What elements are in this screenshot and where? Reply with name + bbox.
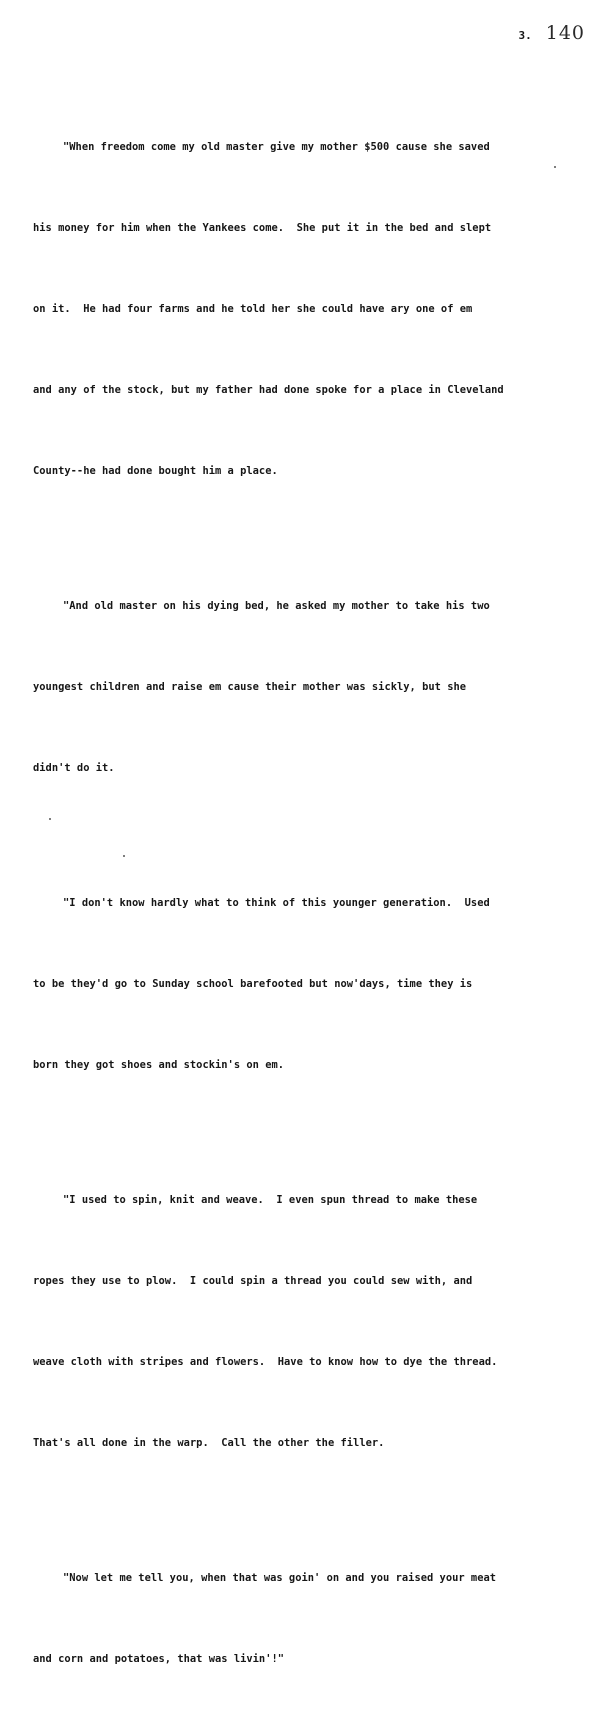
document-body [33,80,553,1727]
text-line: and corn and potatoes, that was livin'!" [33,1653,285,1665]
stamped-page-number: 140 [545,22,585,44]
paragraph [33,80,553,539]
text-line: didn't do it. [33,762,115,774]
text-line: County--he had done bought him a place. [33,465,278,477]
text-line: "Now let me tell you, when that was goin' on and you raised your meat [63,1572,497,1584]
scan-speck [554,166,556,168]
text-line: to be they'd go to Sunday school barefooted but now'days, time they is [33,978,473,990]
text-line: and any of the stock, but my father had done spoke for a place in Cleveland [33,384,504,396]
text-line: his money for him when the Yankees come. She put it in the bed and slept [33,222,492,234]
paragraph [33,1511,553,1727]
paragraph [33,1133,553,1511]
paragraph [33,836,553,1133]
text-line: born they got shoes and stockin's on em. [33,1059,285,1071]
text-line: "I used to spin, knit and weave. I even spun thread to make these [63,1194,478,1206]
text-line: youngest children and raise em cause their mother was sickly, but she [33,681,467,693]
text-line: That's all done in the warp. Call the other the filler. [33,1437,385,1449]
page-number [518,22,585,44]
scan-speck [49,818,51,820]
page-sequence-number: 3. [518,29,532,42]
text-line: "And old master on his dying bed, he asked my mother to take his two [63,600,490,612]
paragraph [33,539,553,836]
text-line: "When freedom come my old master give my mother $500 cause she saved [63,141,490,153]
text-line: on it. He had four farms and he told her she could have ary one of em [33,303,473,315]
scan-speck [123,855,125,857]
text-line: weave cloth with stripes and flowers. Have to know how to dye the thread. [33,1356,498,1368]
text-line: "I don't know hardly what to think of this younger generation. Used [63,897,490,909]
text-line: ropes they use to plow. I could spin a thread you could sew with, and [33,1275,473,1287]
